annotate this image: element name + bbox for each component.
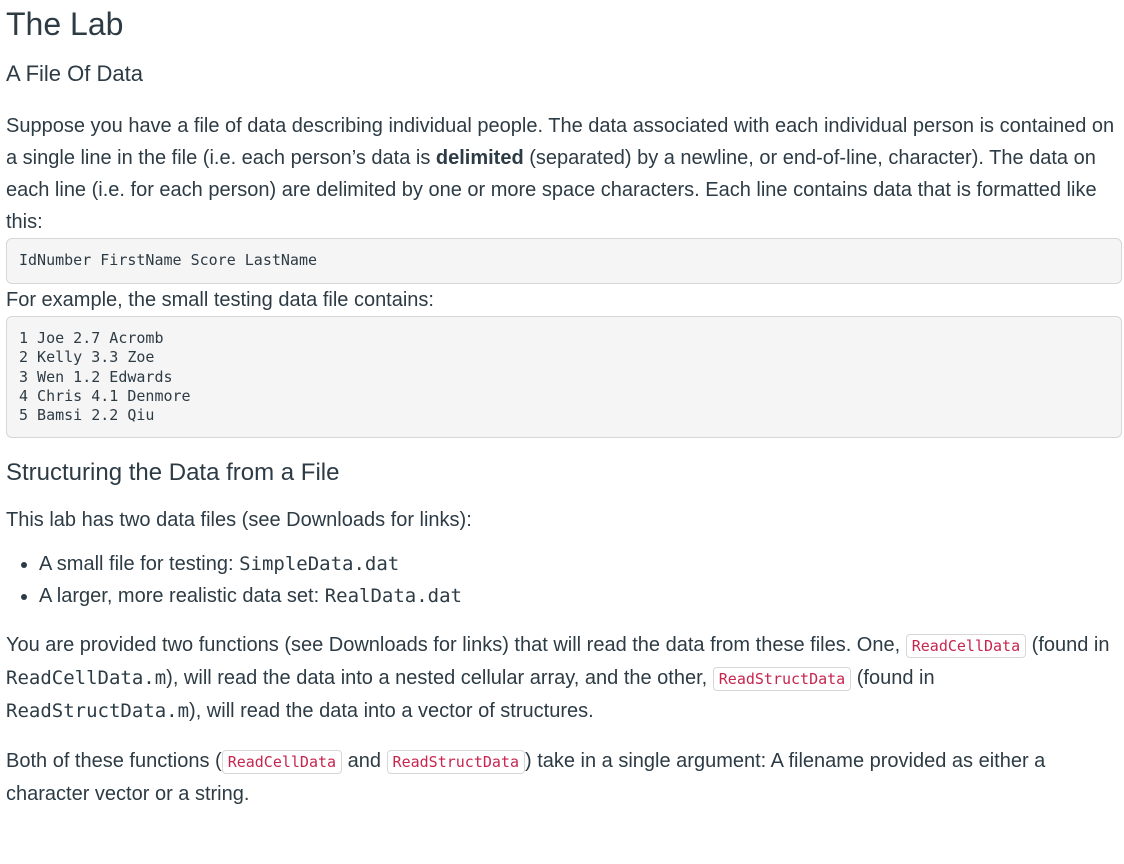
file-item-filename: SimpleData.dat [239,553,400,576]
intro-text-2: (separated) by a newline, or end-of-line, character). The data on each line (i.e. for each person) are delimited by one or more space characters. Each line contains data that is formatted like this: [6,147,1097,233]
both-text-1: Both of these functions ( [6,750,222,773]
section-heading-structuring: Structuring the Data from a File [6,459,340,487]
both-text-2: and [342,750,387,773]
list-item [39,548,1122,580]
file-item-text: A small file for testing: [39,553,240,576]
provided-paragraph [6,629,1122,727]
both-functions-paragraph [6,745,1122,810]
file-item-text: A larger, more realistic data set: [39,585,325,608]
provided-text-2: (found in [1026,634,1110,657]
intro-bold-delimited: delimited [435,147,524,169]
intro-paragraph [6,110,1122,238]
page-title: The Lab [6,6,124,42]
example-paragraph: For example, the small testing data file contains: [6,289,434,311]
inline-code-readcelldata: ReadCellData [222,750,342,774]
file-list [6,548,1122,612]
inline-code-readcelldata: ReadCellData [906,634,1026,658]
intro-text-1: Suppose you have a file of data describing individual people. The data associated with each individual person is contained on a single line in the file (i.e. each person’s data is [6,115,1115,169]
list-item [39,580,1122,612]
provided-text-5: ), will read the data into a vector of structures. [189,700,594,723]
provided-text-3: ), will read the data into a nested cellular array, and the other, [166,667,713,690]
inline-code-readstructdata: ReadStructData [713,667,851,691]
inline-code-readstructdata: ReadStructData [387,750,525,774]
filename-readcelldata-m: ReadCellData.m [6,667,167,690]
provided-text-1: You are provided two functions (see Downloads for links) that will read the data from these files. One, [6,634,906,657]
file-item-filename: RealData.dat [324,585,462,608]
lab-page [0,4,1122,810]
example-code-block: 1 Joe 2.7 Acromb 2 Kelly 3.3 Zoe 3 Wen 1.2 Edwards 4 Chris 4.1 Denmore 5 Bamsi 2.2 Qiu [6,316,1122,438]
provided-text-4: (found in [851,667,935,690]
format-code-block: IdNumber FirstName Score LastName [6,238,1122,284]
both-text-3: ) take in a single argument: A filename provided as either a character vector or a string. [6,750,1046,806]
filename-readstructdata-m: ReadStructData.m [6,700,190,723]
section-heading-file-of-data: A File Of Data [6,61,143,86]
files-intro: This lab has two data files (see Downloads for links): [6,509,472,532]
